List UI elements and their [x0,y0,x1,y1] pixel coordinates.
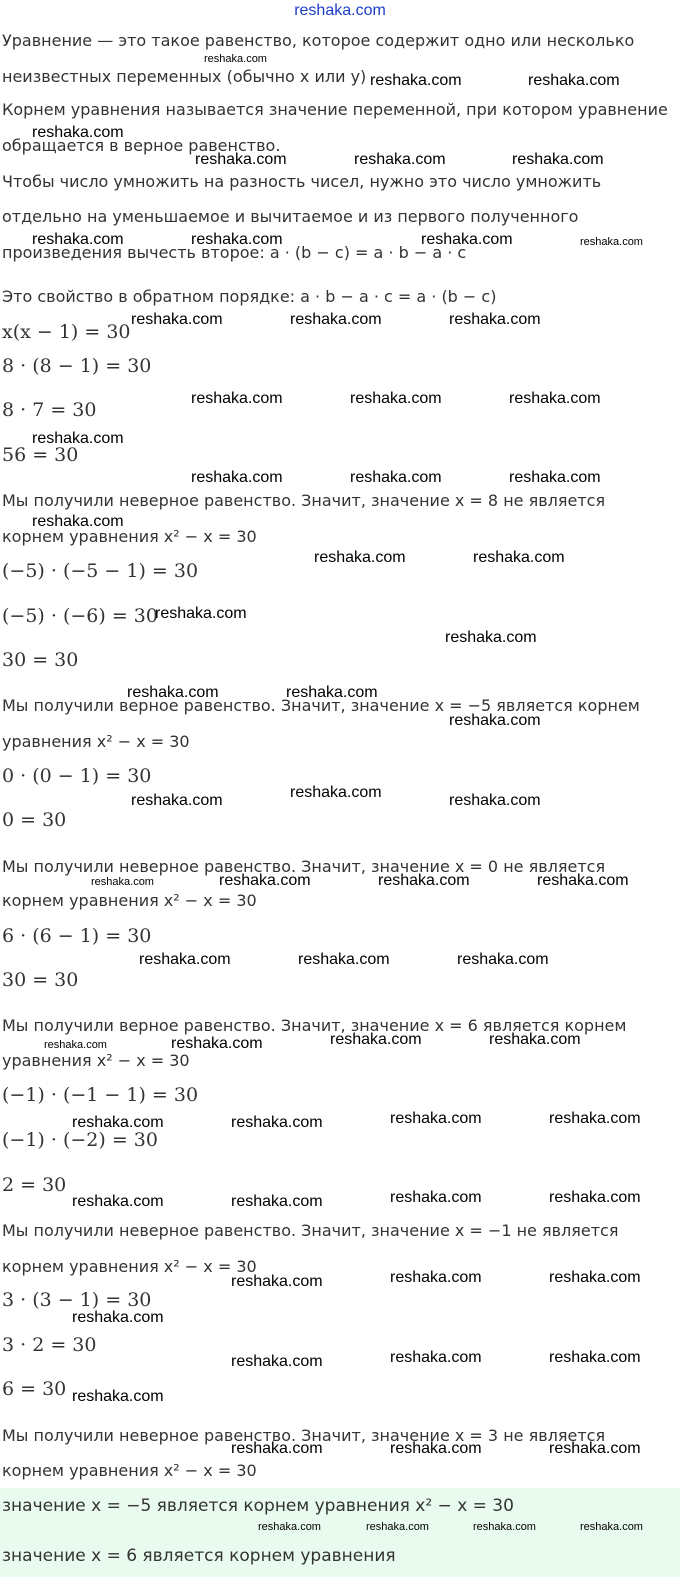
answer-line-1: значение x = −5 является корнем уравнения x² − x = 30 [2,1496,514,1516]
watermark: reshaka.com [350,469,442,486]
watermark: reshaka.com [449,712,541,729]
watermark: reshaka.com [191,469,283,486]
watermark: reshaka.com [354,151,446,168]
watermark: reshaka.com [580,1521,643,1533]
watermark: reshaka.com [231,1440,323,1457]
definition-equation-cont: неизвестных переменных (обычно x или y) [2,67,367,86]
watermark: reshaka.com [549,1349,641,1366]
watermark: reshaka.com [370,72,462,89]
check-8-step3: 56 = 30 [2,444,79,466]
watermark: reshaka.com [231,1114,323,1131]
watermark: reshaka.com [528,72,620,89]
watermark: reshaka.com [195,151,287,168]
watermark: reshaka.com [32,231,124,248]
watermark: reshaka.com [390,1189,482,1206]
watermark: reshaka.com [191,231,283,248]
check-0-conclusion-cont: корнем уравнения x² − x = 30 [2,891,257,910]
watermark: reshaka.com [219,872,311,889]
watermark: reshaka.com [131,792,223,809]
watermark: reshaka.com [390,1440,482,1457]
watermark: reshaka.com [445,629,537,646]
check-8-step1: 8 · (8 − 1) = 30 [2,355,152,377]
watermark: reshaka.com [72,1193,164,1210]
check-minus5-conclusion-cont: уравнения x² − x = 30 [2,732,190,751]
watermark: reshaka.com [72,1309,164,1326]
check-3-conclusion-cont: корнем уравнения x² − x = 30 [2,1461,257,1480]
watermark: reshaka.com [32,513,124,530]
check-6-conclusion: Мы получили верное равенство. Значит, значение x = 6 является корнем [2,1016,627,1035]
answer-line-2: значение x = 6 является корнем уравнения [2,1546,396,1566]
check-8-step2: 8 · 7 = 30 [2,399,97,421]
watermark: reshaka.com [155,605,247,622]
watermark: reshaka.com [191,390,283,407]
watermark: reshaka.com [350,390,442,407]
watermark: reshaka.com [231,1353,323,1370]
distributive-rule-formula: произведения вычесть второе: a · (b − c) = a · b − a · c [2,243,467,262]
watermark: reshaka.com [366,1521,429,1533]
watermark: reshaka.com [314,549,406,566]
watermark: reshaka.com [421,231,513,248]
check-0-conclusion: Мы получили неверное равенство. Значит, значение x = 0 не является [2,857,606,876]
watermark: reshaka.com [44,1039,107,1051]
watermark: reshaka.com [32,430,124,447]
check-8-conclusion-cont: корнем уравнения x² − x = 30 [2,527,257,546]
watermark: reshaka.com [127,684,219,701]
check-minus1-conclusion-cont: корнем уравнения x² − x = 30 [2,1257,257,1276]
check-8-conclusion: Мы получили неверное равенство. Значит, значение x = 8 не является [2,491,606,510]
check-minus5-conclusion: Мы получили верное равенство. Значит, значение x = −5 является корнем [2,696,640,715]
watermark: reshaka.com [537,872,629,889]
check-3-conclusion: Мы получили неверное равенство. Значит, значение x = 3 не является [2,1426,606,1445]
watermark: reshaka.com [72,1388,164,1405]
definition-root: Корнем уравнения называется значение переменной, при котором уравнение [2,100,668,119]
watermark: reshaka.com [32,124,124,141]
watermark: reshaka.com [473,1521,536,1533]
check-minus1-step3: 2 = 30 [2,1174,67,1196]
check-minus5-step1: (−5) · (−5 − 1) = 30 [2,560,199,582]
check-3-step1: 3 · (3 − 1) = 30 [2,1289,152,1311]
watermark: reshaka.com [509,390,601,407]
distributive-reverse: Это свойство в обратном порядке: a · b − a · c = a · (b − c) [2,287,497,306]
watermark: reshaka.com [549,1189,641,1206]
watermark: reshaka.com [91,876,154,888]
watermark: reshaka.com [204,53,267,65]
site-header-link[interactable]: reshaka.com [294,2,386,19]
watermark: reshaka.com [290,784,382,801]
watermark: reshaka.com [489,1031,581,1048]
watermark: reshaka.com [131,311,223,328]
distributive-rule-cont: отдельно на уменьшаемое и вычитаемое и из первого полученного [2,207,579,226]
watermark: reshaka.com [231,1273,323,1290]
watermark: reshaka.com [330,1031,422,1048]
watermark: reshaka.com [449,311,541,328]
main-equation: x(x − 1) = 30 [2,321,131,343]
check-minus1-conclusion: Мы получили неверное равенство. Значит, значение x = −1 не является [2,1221,619,1240]
watermark: reshaka.com [509,469,601,486]
check-6-conclusion-cont: уравнения x² − x = 30 [2,1051,190,1070]
check-3-step3: 6 = 30 [2,1378,67,1400]
watermark: reshaka.com [286,684,378,701]
watermark: reshaka.com [473,549,565,566]
watermark: reshaka.com [549,1269,641,1286]
definition-equation: Уравнение — это такое равенство, которое содержит одно или несколько [2,31,635,50]
watermark: reshaka.com [390,1269,482,1286]
watermark: reshaka.com [549,1440,641,1457]
check-6-step2: 30 = 30 [2,969,79,991]
check-0-step1: 0 · (0 − 1) = 30 [2,765,152,787]
watermark: reshaka.com [457,951,549,968]
check-minus1-step1: (−1) · (−1 − 1) = 30 [2,1084,199,1106]
watermark: reshaka.com [171,1035,263,1052]
check-3-step2: 3 · 2 = 30 [2,1334,97,1356]
watermark: reshaka.com [258,1521,321,1533]
check-minus5-step2: (−5) · (−6) = 30 [2,605,158,627]
watermark: reshaka.com [231,1193,323,1210]
watermark: reshaka.com [390,1110,482,1127]
watermark: reshaka.com [298,951,390,968]
watermark: reshaka.com [139,951,231,968]
watermark: reshaka.com [580,236,643,248]
check-6-step1: 6 · (6 − 1) = 30 [2,925,152,947]
check-0-step2: 0 = 30 [2,809,67,831]
watermark: reshaka.com [72,1114,164,1131]
check-minus1-step2: (−1) · (−2) = 30 [2,1129,158,1151]
watermark: reshaka.com [549,1110,641,1127]
watermark: reshaka.com [290,311,382,328]
watermark: reshaka.com [378,872,470,889]
distributive-rule: Чтобы число умножить на разность чисел, нужно это число умножить [2,172,602,191]
check-minus5-step3: 30 = 30 [2,649,79,671]
watermark: reshaka.com [512,151,604,168]
watermark: reshaka.com [390,1349,482,1366]
definition-root-cont: обращается в верное равенство. [2,136,281,155]
watermark: reshaka.com [449,792,541,809]
